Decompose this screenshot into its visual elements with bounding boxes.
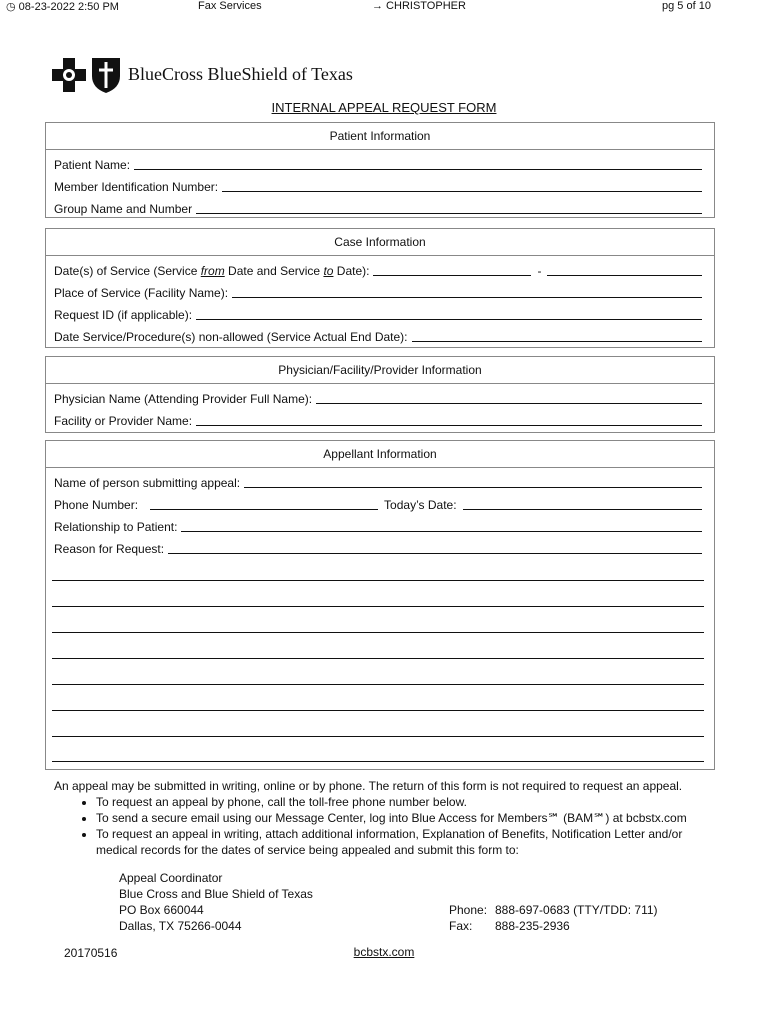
non-allowed-date-field[interactable]: Date Service/Procedure(s) non-allowed (Service Actual End Date): [54,328,702,344]
reason-blank-line[interactable] [52,632,704,633]
member-id-line[interactable] [222,179,702,192]
clock-icon: ◷ [6,1,16,13]
request-id-field[interactable]: Request ID (if applicable): [54,306,702,322]
section-heading: Appellant Information [46,441,714,468]
reason-line[interactable] [168,541,702,554]
reason-blank-line[interactable] [52,710,704,711]
relationship-line[interactable] [181,519,702,532]
submission-instructions [54,778,714,858]
patient-information-section [45,122,715,218]
fax-timestamp: ◷ 08-23-2022 2:50 PM [6,1,119,13]
place-of-service-line[interactable] [232,285,702,298]
submitter-name-line[interactable] [244,475,702,488]
reason-blank-line[interactable] [52,736,704,737]
facility-name-line[interactable] [196,413,702,426]
section-heading: Case Information [46,229,714,256]
fax-row: Fax: 888-235-2936 [449,919,570,933]
contact-numbers [449,902,658,934]
instruction-item: • To request an appeal in writing, attach additional information, Explanation of Benefits, Notification Letter and/or medical records for the dates of service being appealed and submit this form to: [96,826,714,858]
section-heading: Physician/Facility/Provider Information [46,357,714,384]
reason-blank-line[interactable] [52,658,704,659]
fax-recipient: → CHRISTOPHER [372,0,466,12]
instruction-item: • To request an appeal by phone, call the toll-free phone number below. [96,794,714,810]
appellant-information-section [45,440,715,770]
relationship-field[interactable]: Relationship to Patient: [54,518,702,534]
section-heading: Patient Information [46,123,714,150]
group-name-field[interactable]: Group Name and Number [54,200,702,216]
reason-blank-line[interactable] [52,684,704,685]
brand-name: BlueCross BlueShield of Texas [128,64,353,84]
patient-name-line[interactable] [134,157,702,170]
service-to-date-line[interactable] [547,263,702,276]
blue-cross-icon [52,58,86,92]
non-allowed-date-line[interactable] [412,329,703,342]
todays-date-line[interactable] [463,497,702,510]
request-id-line[interactable] [196,307,702,320]
blue-shield-icon [90,56,122,94]
phone-date-field[interactable]: Phone Number: Today’s Date: [54,496,702,512]
place-of-service-field[interactable]: Place of Service (Facility Name): [54,284,702,300]
mailing-address: Appeal Coordinator Blue Cross and Blue Shield of Texas PO Box 660044 Dallas, TX 75266-0044 [119,871,313,933]
fax-header [0,0,768,14]
physician-name-field[interactable]: Physician Name (Attending Provider Full Name): [54,390,702,406]
fax-service: Fax Services [198,0,262,12]
phone-row: Phone: 888-697-0683 (TTY/TDD: 711) [449,903,658,917]
member-id-field[interactable]: Member Identification Number: [54,178,702,194]
phone-number-line[interactable] [150,497,378,510]
form-title: INTERNAL APPEAL REQUEST FORM [271,100,497,115]
reason-blank-line[interactable] [52,606,704,607]
case-information-section [45,228,715,348]
reason-blank-line[interactable] [52,580,704,581]
physician-information-section [45,356,715,433]
submitter-name-field[interactable]: Name of person submitting appeal: [54,474,702,490]
service-dates-field[interactable]: Date(s) of Service (Service from Date and Service to Date): - [54,262,702,278]
reason-blank-line[interactable] [52,761,704,762]
group-name-line[interactable] [196,201,702,214]
instructions-intro: An appeal may be submitted in writing, online or by phone. The return of this form is not required to request an appeal. [54,779,683,793]
reason-field[interactable]: Reason for Request: [54,540,702,556]
form-code: 20170516 [64,946,118,960]
patient-name-field[interactable]: Patient Name: [54,156,702,172]
instructions-list [54,794,714,858]
physician-name-line[interactable] [316,391,702,404]
service-from-date-line[interactable] [373,263,531,276]
facility-name-field[interactable]: Facility or Provider Name: [54,412,702,428]
fax-page-count: pg 5 of 10 [662,0,711,12]
instruction-item: • To send a secure email using our Message Center, log into Blue Access for Members℠ (BAM℠) at bcbstx.com [96,810,714,826]
website-link[interactable]: bcbstx.com [353,945,415,959]
